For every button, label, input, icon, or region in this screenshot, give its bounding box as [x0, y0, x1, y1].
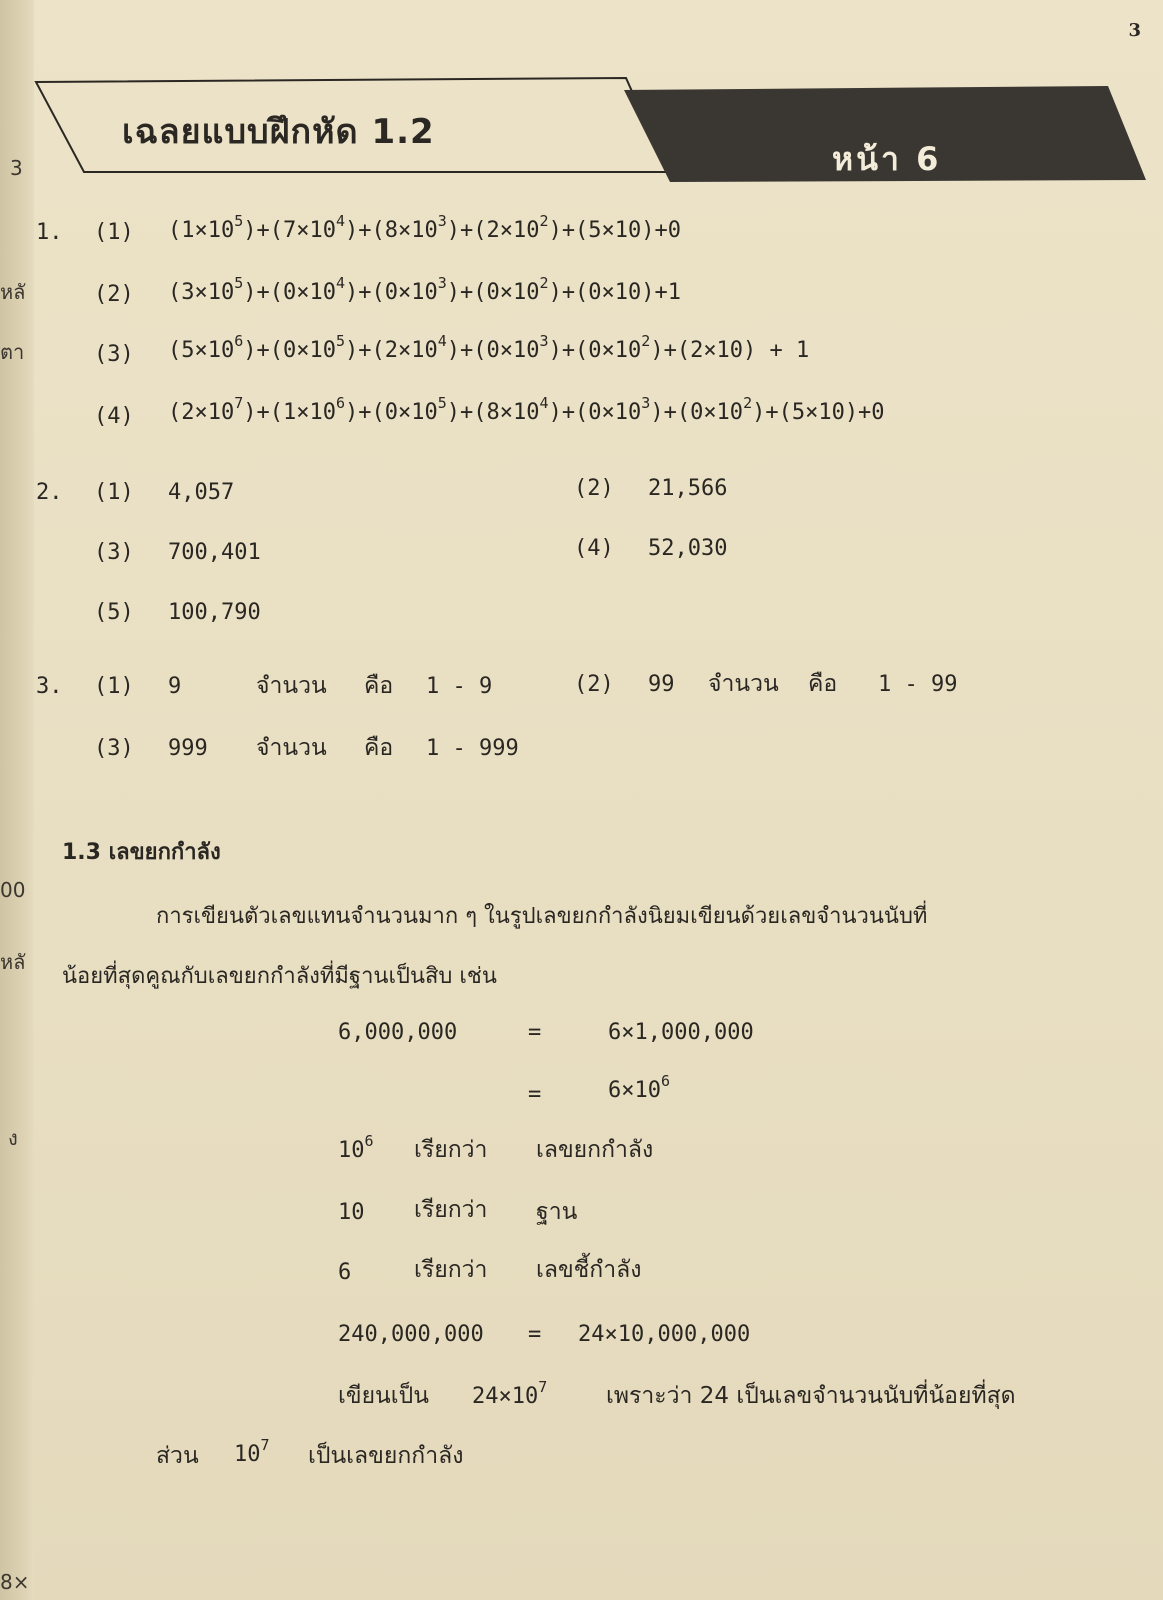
expansion-term: $(2\times 10^7)$: [168, 393, 257, 425]
definition-number: 6: [338, 1260, 352, 1285]
power-exponent: 6: [234, 331, 244, 350]
equation-left: 240,000,000: [338, 1322, 484, 1347]
power-base: 24×10: [472, 1384, 539, 1409]
definition-called: เรียกว่า: [414, 1257, 488, 1283]
power-exponent: 7: [538, 1377, 548, 1396]
expansion-term: $+(8\times 10^3)$: [358, 211, 461, 243]
q3-item-label: (3): [94, 736, 134, 761]
q1-expansion: [168, 331, 810, 363]
expansion-term: $+(2\times 10^4)$: [358, 331, 461, 363]
section-paragraph-line2: น้อยที่สุดคูณกับเลขยกกำลังที่มีฐานเป็นสิบ เช่น: [62, 964, 497, 989]
q3-range: 1 - 99: [878, 672, 958, 697]
page-gutter: [0, 0, 34, 1600]
equation-equals: =: [528, 1082, 542, 1107]
q2-item-value: 100,790: [168, 600, 261, 625]
q3-word: จำนวน: [256, 673, 327, 699]
power-exponent: 6: [364, 1131, 374, 1150]
expansion-tail: +(0×10)+1: [561, 280, 682, 305]
section-heading: 1.3 เลขยกกำลัง: [62, 840, 221, 865]
power-exponent: 2: [641, 331, 651, 350]
expansion-term: $+(0\times 10^5)$: [358, 393, 461, 425]
expansion-term: $+(8\times 10^4)$: [460, 393, 562, 425]
power-exponent: 2: [743, 393, 753, 412]
expansion-term: $+(0\times 10^4)$: [256, 273, 359, 305]
expansion-term: $+(0\times 10^5)$: [256, 331, 359, 363]
equation-right: 24×10,000,000: [578, 1322, 751, 1347]
gutter-text: 00: [0, 878, 26, 902]
definition-term: เลขชี้กำลัง: [536, 1257, 642, 1283]
q3-number: 3.: [36, 674, 63, 699]
power-exponent: 5: [437, 393, 447, 412]
power-exponent: 7: [234, 393, 244, 412]
write-as-power: [472, 1377, 548, 1409]
q2-item-label: (2): [574, 476, 614, 501]
equation-right: 6×1,000,000: [608, 1020, 754, 1045]
q2-number: 2.: [36, 480, 63, 505]
expansion-term: $+(0\times 10^3)$: [561, 393, 664, 425]
q2-item-value: 700,401: [168, 540, 261, 565]
power-exponent: 5: [234, 273, 244, 292]
definition-called: เรียกว่า: [414, 1137, 488, 1163]
page-number: 3: [1128, 20, 1141, 41]
gutter-text: หลั: [0, 280, 26, 304]
power-base: 6×10: [608, 1078, 661, 1103]
q2-item-label: (1): [94, 480, 134, 505]
q1-item-label: (1): [94, 220, 134, 245]
power-exponent: 3: [641, 393, 651, 412]
expansion-term: $+(0\times 10^2)$: [663, 393, 766, 425]
q3-is: คือ: [364, 735, 394, 761]
power-base: 10: [338, 1138, 365, 1163]
power-exponent: 5: [336, 331, 346, 350]
expansion-tail: +(5×10)+0: [765, 400, 885, 425]
gutter-text: ง: [8, 1126, 18, 1150]
equation-power: [608, 1071, 671, 1103]
q3-count: 9: [168, 674, 182, 699]
q1-expansion: [168, 211, 682, 243]
part-power: [234, 1435, 270, 1467]
power-exponent: 3: [437, 211, 447, 230]
page-subtitle: หน้า 6: [832, 140, 942, 178]
equation-equals: =: [528, 1322, 542, 1347]
definition-term: ฐาน: [536, 1199, 578, 1225]
power-exponent: 4: [336, 211, 346, 230]
q2-item-label: (3): [94, 540, 134, 565]
power-exponent: 2: [539, 211, 549, 230]
gutter-text: ตา: [0, 340, 25, 364]
expansion-term: $+(2\times 10^2)$: [460, 211, 562, 243]
q2-item-value: 4,057: [168, 480, 235, 505]
definition-term: เลขยกกำลัง: [536, 1137, 654, 1163]
power-exponent: 4: [336, 273, 346, 292]
q3-count: 99: [648, 672, 675, 697]
q1-item-label: (2): [94, 282, 134, 307]
expansion-term: $(1\times 10^5)$: [168, 211, 257, 243]
q1-number: 1.: [36, 220, 63, 245]
expansion-tail: +(2×10) + 1: [663, 338, 810, 363]
q2-item-label: (5): [94, 600, 134, 625]
q3-item-label: (2): [574, 672, 614, 697]
q2-item-label: (4): [574, 536, 614, 561]
section-paragraph-line1: การเขียนตัวเลขแทนจำนวนมาก ๆ ในรูปเลขยกกำลังนิยมเขียนด้วยเลขจำนวนนับที่: [156, 904, 928, 929]
q3-range: 1 - 9: [426, 674, 493, 699]
expansion-term: $+(0\times 10^3)$: [460, 331, 562, 363]
page-title: เฉลยแบบฝึกหัด 1.2: [122, 112, 435, 152]
because-text: เพราะว่า 24 เป็นเลขจำนวนนับที่น้อยที่สุด: [606, 1383, 1016, 1409]
power-base: 10: [234, 1442, 261, 1467]
power-exponent: 2: [539, 273, 549, 292]
expansion-term: $+(0\times 10^3)$: [358, 273, 461, 305]
q2-item-value: 52,030: [648, 536, 728, 561]
title-banner: [0, 0, 1163, 200]
gutter-text: 3: [10, 156, 23, 180]
q3-word: จำนวน: [708, 671, 779, 697]
power-exponent: 3: [539, 331, 549, 350]
definition-number: 10: [338, 1200, 365, 1225]
equation-left: 6,000,000: [338, 1020, 458, 1045]
power-exponent: 3: [437, 273, 447, 292]
definition-called: เรียกว่า: [414, 1197, 488, 1223]
expansion-term: $(3\times 10^5)$: [168, 273, 257, 305]
power-exponent: 5: [234, 211, 244, 230]
power-exponent: 7: [260, 1435, 270, 1454]
write-as-label: เขียนเป็น: [338, 1383, 429, 1409]
q2-item-value: 21,566: [648, 476, 728, 501]
q1-item-label: (4): [94, 404, 134, 429]
q3-range: 1 - 999: [426, 736, 519, 761]
power-exponent: 6: [336, 393, 346, 412]
q3-item-label: (1): [94, 674, 134, 699]
definition-power: [338, 1131, 374, 1163]
expansion-term: $+(7\times 10^4)$: [256, 211, 359, 243]
expansion-term: $+(0\times 10^2)$: [460, 273, 562, 305]
power-exponent: 4: [539, 393, 549, 412]
q1-expansion: [168, 393, 885, 425]
q3-word: จำนวน: [256, 735, 327, 761]
q1-expansion: [168, 273, 682, 305]
q3-is: คือ: [808, 671, 838, 697]
part-label: ส่วน: [156, 1443, 199, 1469]
power-exponent: 6: [660, 1071, 671, 1090]
part-rest: เป็นเลขยกกำลัง: [308, 1443, 464, 1469]
gutter-text: หลั: [0, 950, 26, 974]
power-exponent: 4: [437, 331, 447, 350]
q3-count: 999: [168, 736, 208, 761]
q3-is: คือ: [364, 673, 394, 699]
q1-item-label: (3): [94, 342, 134, 367]
expansion-term: $+(1\times 10^6)$: [256, 393, 359, 425]
expansion-tail: +(5×10)+0: [561, 218, 682, 243]
equation-equals: =: [528, 1020, 542, 1045]
expansion-term: $(5\times 10^6)$: [168, 331, 257, 363]
gutter-text: 8×: [0, 1570, 30, 1594]
expansion-term: $+(0\times 10^2)$: [561, 331, 664, 363]
